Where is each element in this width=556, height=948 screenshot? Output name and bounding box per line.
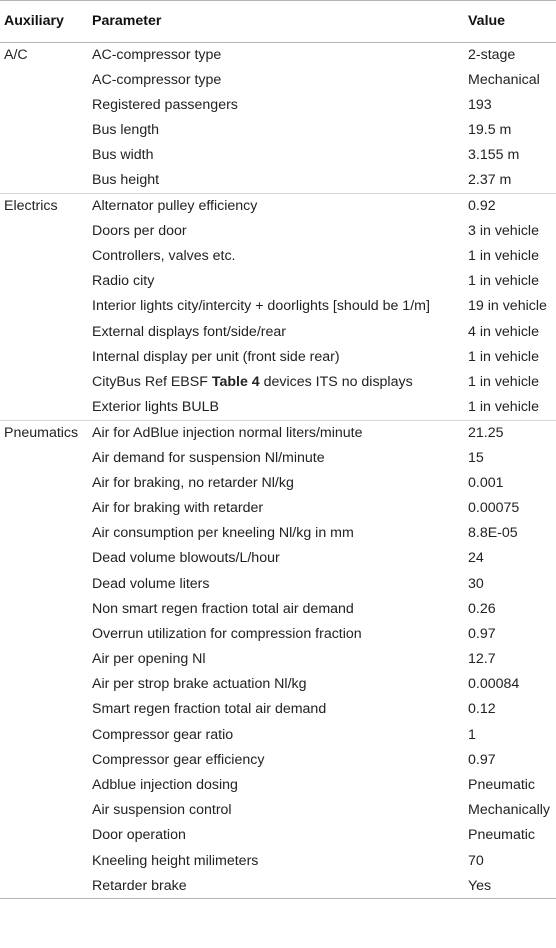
table-header <box>0 1 556 43</box>
table-row <box>0 622 556 647</box>
table-row <box>0 43 556 68</box>
value-cell: 2.37 m <box>468 172 512 189</box>
parameter-cell: Interior lights city/intercity + doorlights [should be 1/m] <box>92 298 430 315</box>
auxiliary-cell <box>0 269 92 294</box>
value-cell: Pneumatic <box>468 827 536 844</box>
parameter-cell <box>92 370 468 395</box>
auxiliary-cell <box>0 622 92 647</box>
auxiliary-cell <box>0 168 92 193</box>
table-row <box>0 773 556 798</box>
table-row <box>0 68 556 93</box>
parameter-cell: Kneeling height milimeters <box>92 852 259 869</box>
value-cell: 0.12 <box>468 701 496 718</box>
parameter-cell: AC-compressor type <box>92 46 222 63</box>
parameter-text-part: devices ITS no displays <box>259 374 413 391</box>
table-row <box>0 496 556 521</box>
value-cell: 30 <box>468 575 484 592</box>
value-cell: 0.00084 <box>468 676 520 693</box>
value-cell: 2-stage <box>468 46 516 63</box>
value-cell: 4 in vehicle <box>468 323 539 340</box>
value-cell: 19.5 m <box>468 122 512 139</box>
value-cell: 1 in vehicle <box>468 348 539 365</box>
table-row <box>0 194 556 219</box>
value-cell: 1 in vehicle <box>468 398 539 415</box>
auxiliary-cell <box>0 571 92 596</box>
auxiliary-cell <box>0 395 92 420</box>
parameter-cell: Smart regen fraction total air demand <box>92 701 327 718</box>
parameter-cell: Alternator pulley efficiency <box>92 194 468 219</box>
value-cell: 1 <box>468 726 476 743</box>
table-body <box>0 43 556 899</box>
parameter-cell: Air for braking, no retarder Nl/kg <box>92 474 294 491</box>
auxiliary-cell <box>0 370 92 395</box>
parameter-cell: Door operation <box>92 827 186 844</box>
auxiliary-cell <box>0 773 92 798</box>
table-row <box>0 294 556 319</box>
parameter-cell: Overrun utilization for compression fraction <box>92 625 362 642</box>
auxiliary-cell <box>0 697 92 722</box>
table-row <box>0 849 556 874</box>
auxiliary-cell <box>0 849 92 874</box>
table-row <box>0 219 556 244</box>
parameter-cell: Controllers, valves etc. <box>92 248 236 265</box>
header-parameter: Parameter <box>92 1 468 43</box>
parameter-cell: Bus length <box>92 122 160 139</box>
value-cell: 1 in vehicle <box>468 248 539 265</box>
parameter-cell: Air consumption per kneeling Nl/kg in mm <box>92 525 354 542</box>
auxiliary-cell: Electrics <box>0 194 92 219</box>
value-cell: 1 in vehicle <box>468 273 539 290</box>
auxiliary-cell <box>0 546 92 571</box>
auxiliary-cell <box>0 471 92 496</box>
value-cell: 21.25 <box>468 420 556 445</box>
value-cell: Yes <box>468 874 556 899</box>
table-row <box>0 320 556 345</box>
value-cell: 3.155 m <box>468 147 520 164</box>
value-cell: 0.001 <box>468 474 504 491</box>
table-row <box>0 143 556 168</box>
table-row <box>0 370 556 395</box>
header-row <box>0 1 556 43</box>
auxiliary-cell <box>0 874 92 899</box>
table-row <box>0 168 556 193</box>
value-cell: 0.00075 <box>468 499 520 516</box>
auxiliary-cell <box>0 823 92 848</box>
parameter-cell: Dead volume liters <box>92 575 210 592</box>
value-cell: 70 <box>468 852 484 869</box>
auxiliary-cell: A/C <box>4 46 28 63</box>
table-row <box>0 672 556 697</box>
auxiliary-cell <box>0 798 92 823</box>
table-row <box>0 446 556 471</box>
table-row <box>0 647 556 672</box>
auxiliary-cell <box>0 521 92 546</box>
table-row <box>0 874 556 899</box>
auxiliary-cell <box>0 597 92 622</box>
parameter-cell: Compressor gear ratio <box>92 726 234 743</box>
parameter-text-part: CityBus Ref EBSF <box>92 374 212 391</box>
table-row <box>0 471 556 496</box>
table-row <box>0 571 556 596</box>
table-row <box>0 748 556 773</box>
value-cell: 12.7 <box>468 651 496 668</box>
table-row <box>0 244 556 269</box>
value-cell: 0.26 <box>468 600 496 617</box>
parameter-cell: External displays font/side/rear <box>92 323 286 340</box>
table-row <box>0 395 556 420</box>
parameter-cell: Air demand for suspension Nl/minute <box>92 449 325 466</box>
table-row <box>0 798 556 823</box>
table-row <box>0 823 556 848</box>
auxiliary-cell <box>0 219 92 244</box>
auxiliary-cell: Pneumatics <box>0 420 92 445</box>
table-row <box>0 723 556 748</box>
auxiliary-cell <box>0 320 92 345</box>
auxiliary-cell <box>0 294 92 319</box>
parameter-cell: Doors per door <box>92 222 187 239</box>
auxiliary-cell <box>0 672 92 697</box>
auxiliary-cell <box>0 68 92 93</box>
parameter-cell: Internal display per unit (front side rear) <box>92 348 340 365</box>
parameter-cell: Registered passengers <box>92 96 238 113</box>
parameter-cell: AC-compressor type <box>92 71 222 88</box>
value-cell: 3 in vehicle <box>468 222 539 239</box>
value-cell: 19 in vehicle <box>468 298 547 315</box>
value-cell: Mechanically <box>468 802 551 819</box>
table-row <box>0 420 556 445</box>
parameter-table-reference: Table 4 <box>211 374 260 391</box>
table-row <box>0 597 556 622</box>
auxiliary-cell <box>0 723 92 748</box>
parameter-cell: Air for braking with retarder <box>92 499 264 516</box>
auxiliary-cell <box>0 496 92 521</box>
table-row <box>0 269 556 294</box>
value-cell: 24 <box>468 550 484 567</box>
parameter-cell: Exterior lights BULB <box>92 398 219 415</box>
table-row <box>0 546 556 571</box>
parameter-cell: Adblue injection dosing <box>92 777 238 794</box>
value-cell: 0.97 <box>468 625 496 642</box>
table-row <box>0 697 556 722</box>
parameter-cell: Retarder brake <box>92 874 468 899</box>
table-row <box>0 521 556 546</box>
parameter-cell: Dead volume blowouts/L/hour <box>92 550 280 567</box>
auxiliary-cell <box>0 345 92 370</box>
value-cell: 1 in vehicle <box>468 374 539 391</box>
table-row <box>0 118 556 143</box>
auxiliary-cell <box>0 647 92 672</box>
value-cell: Mechanical <box>468 71 540 88</box>
header-value: Value <box>468 1 556 43</box>
value-cell: 0.92 <box>468 194 556 219</box>
auxiliary-cell <box>0 143 92 168</box>
auxiliary-cell <box>0 93 92 118</box>
value-cell: 8.8E-05 <box>468 525 518 542</box>
parameter-cell: Compressor gear efficiency <box>92 751 265 768</box>
auxiliary-cell <box>0 748 92 773</box>
parameter-cell: Bus width <box>92 147 154 164</box>
parameter-cell: Bus height <box>92 172 160 189</box>
value-cell: 193 <box>468 96 492 113</box>
parameter-cell: Air for AdBlue injection normal liters/minute <box>92 420 468 445</box>
auxiliary-cell <box>0 244 92 269</box>
header-auxiliary: Auxiliary <box>0 1 92 43</box>
value-cell: Pneumatic <box>468 777 536 794</box>
parameter-cell: Air suspension control <box>92 802 232 819</box>
parameter-cell: Non smart regen fraction total air demand <box>92 600 354 617</box>
value-cell: 15 <box>468 449 484 466</box>
auxiliary-cell <box>0 446 92 471</box>
table-row <box>0 93 556 118</box>
value-cell: 0.97 <box>468 751 496 768</box>
table-row <box>0 345 556 370</box>
parameter-cell: Radio city <box>92 273 155 290</box>
auxiliary-cell <box>0 118 92 143</box>
parameter-cell: Air per opening Nl <box>92 651 206 668</box>
parameter-cell: Air per strop brake actuation Nl/kg <box>92 676 307 693</box>
